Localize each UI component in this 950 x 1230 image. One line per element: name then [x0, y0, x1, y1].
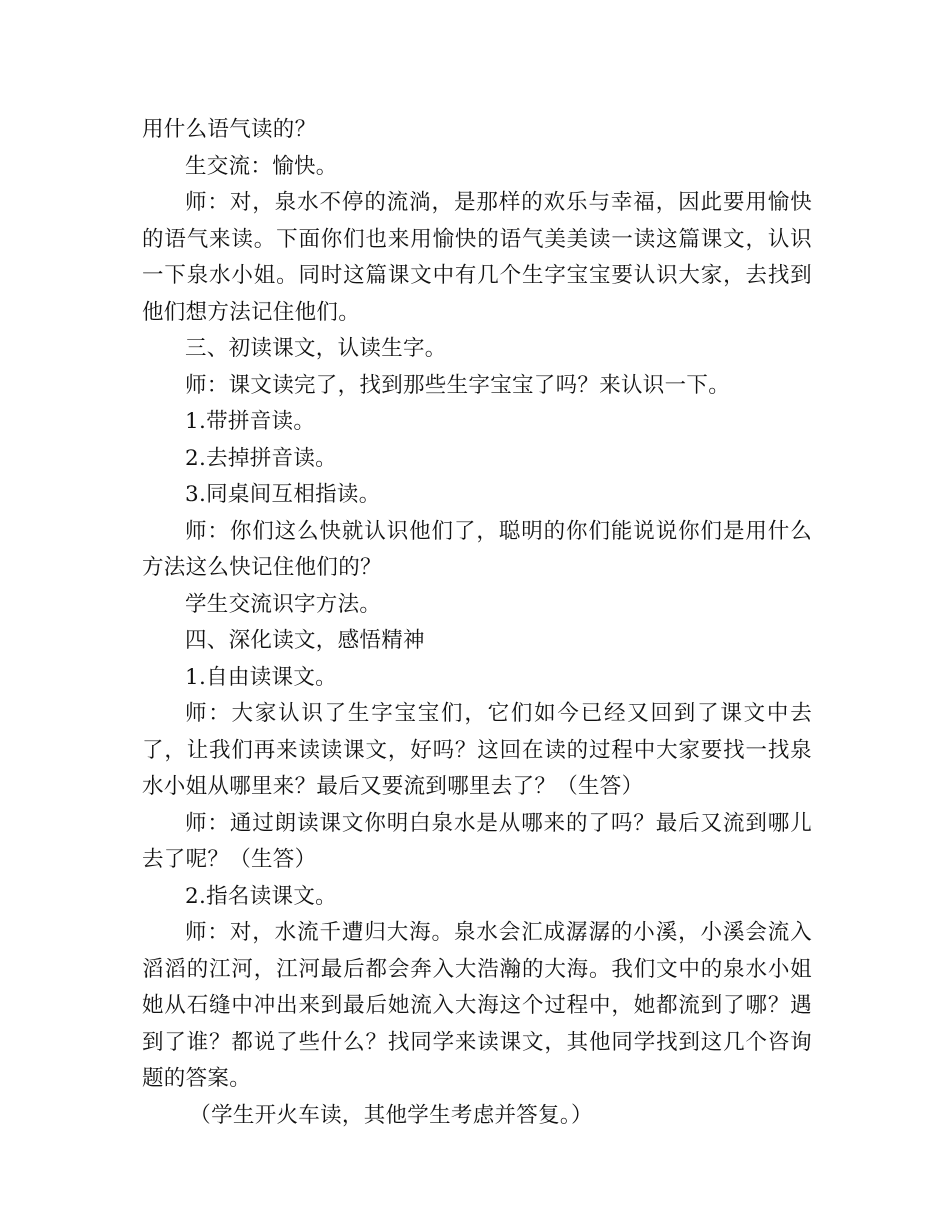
list-item: 1.带拼音读。 [185, 409, 316, 434]
paragraph: 师：你们这么快就认识他们了，聪明的你们能说说你们是用什么方法这么快记住他们的？ [142, 518, 812, 580]
paragraph: 生交流：愉快。 [185, 153, 338, 179]
list-item: 2.去掉拼音读。 [185, 445, 337, 471]
paragraph: （学生开火车读，其他学生考虑并答复。） [189, 1102, 593, 1128]
section-heading: 四、深化读文，感悟精神 [185, 628, 425, 653]
list-item: 1.自由读课文。 [185, 664, 337, 690]
list-item: 3.同桌间互相指读。 [185, 482, 381, 507]
list-item: 2.指名读课文。 [185, 883, 337, 909]
paragraph: 用什么语气读的？ [142, 117, 317, 142]
paragraph: 师：对，泉水不停的流淌，是那样的欢乐与幸福，因此要用愉快的语气来读。下面你们也来用愉快的语气美美读一读这篇课文，认识一下泉水小姐。同时这篇课文中有几个生字宝宝要认识大家，去找到他们想方法记住他们。 [142, 190, 812, 325]
document-page [142, 112, 812, 1134]
paragraph: 学生交流识字方法。 [185, 591, 382, 617]
paragraph: 师：通过朗读课文你明白泉水是从哪来的了吗？最后又流到哪儿去了呢？（生答） [142, 810, 812, 872]
section-heading: 三、初读课文，认读生字。 [185, 336, 447, 361]
paragraph: 师：大家认识了生字宝宝们，它们如今已经又回到了课文中去了，让我们再来读读课文，好吗？这回在读的过程中大家要找一找泉水小姐从哪里来？最后又要流到哪里去了？（生答） [142, 701, 812, 799]
paragraph: 师：课文读完了，找到那些生字宝宝了吗？来认识一下。 [185, 372, 731, 398]
paragraph: 师：对，水流千遭归大海。泉水会汇成潺潺的小溪，小溪会流入滔滔的江河，江河最后都会奔入大浩瀚的大海。我们文中的泉水小姐她从石缝中冲出来到最后她流入大海这个过程中，她都流到了哪？遇到了谁？都说了些什么？找同学来读课文，其他同学找到这几个咨询题的答案。 [142, 920, 812, 1091]
